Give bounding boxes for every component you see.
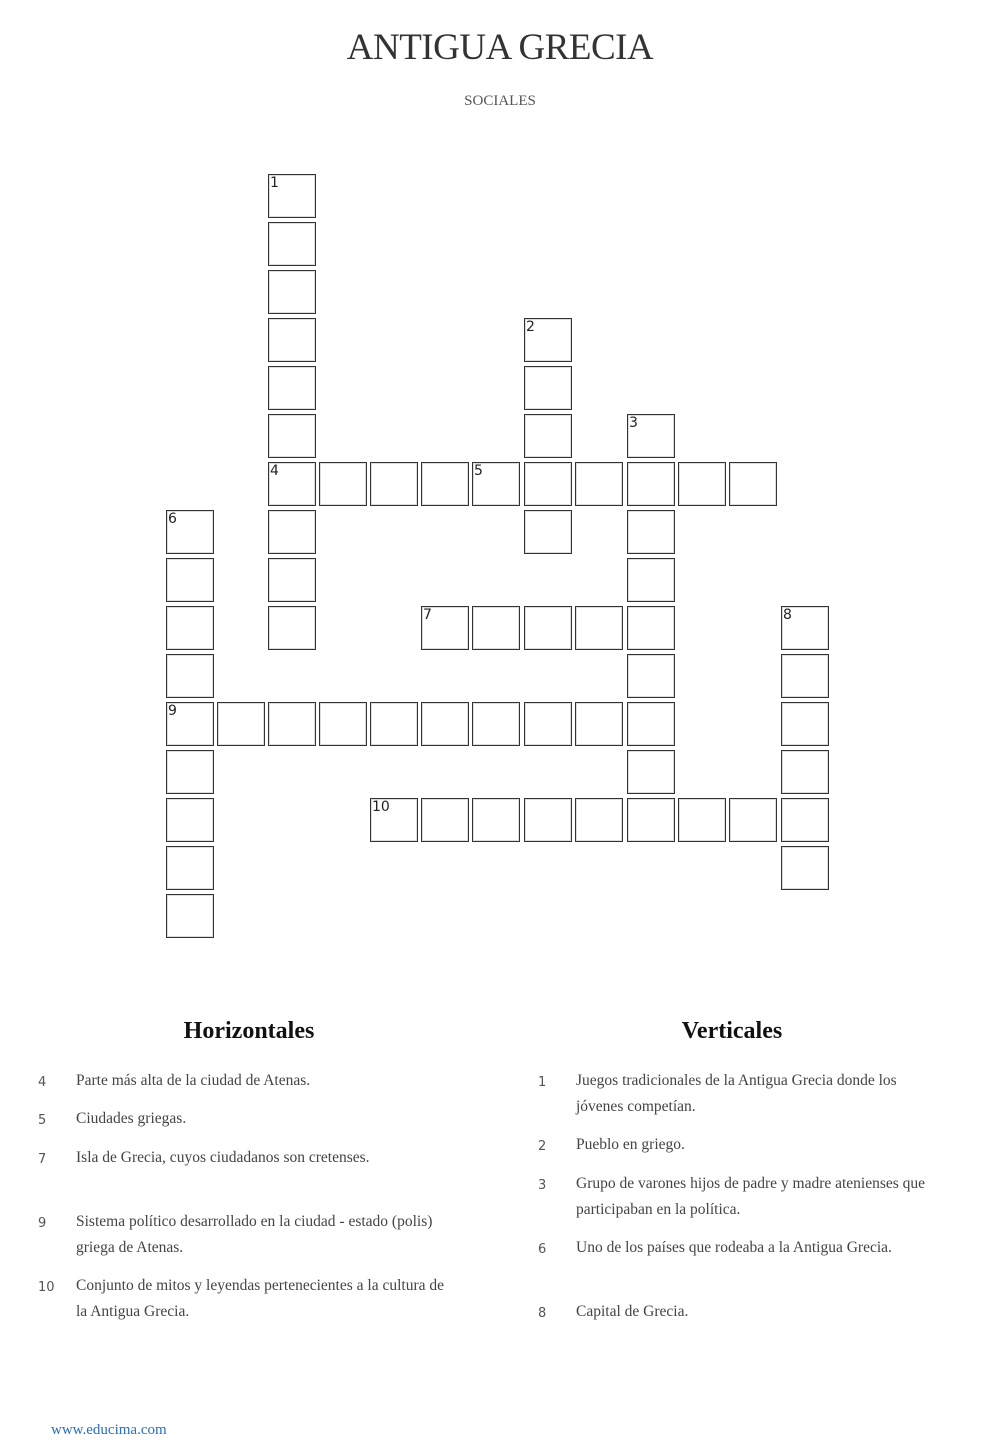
crossword-cell[interactable] [421, 702, 469, 746]
cell-number: 6 [168, 511, 177, 527]
clue-number: 1 [538, 1075, 547, 1090]
crossword-cell[interactable] [575, 702, 623, 746]
page-title: ANTIGUA GRECIA [346, 27, 654, 68]
crossword-cell[interactable] [166, 798, 214, 842]
crossword-cell[interactable] [524, 702, 572, 746]
crossword-cell[interactable] [472, 462, 520, 506]
crossword-cell[interactable] [781, 702, 829, 746]
crossword-cell[interactable] [524, 414, 572, 458]
crossword-cell[interactable] [166, 894, 214, 938]
crossword-cell[interactable] [370, 702, 418, 746]
clue-text: Sistema político desarrollado en la ciudad - estado (polis) griega de Atenas. [76, 1213, 433, 1256]
crossword-cell[interactable] [678, 462, 726, 506]
crossword-cell[interactable] [781, 798, 829, 842]
crossword-cell[interactable] [472, 702, 520, 746]
clue-text: Capital de Grecia. [576, 1303, 689, 1320]
crossword-cell[interactable] [268, 462, 316, 506]
cell-number: 2 [526, 319, 535, 335]
crossword-cell[interactable] [627, 750, 675, 794]
clue-number: 5 [38, 1113, 47, 1128]
crossword-cell[interactable] [627, 606, 675, 650]
crossword-cell[interactable] [268, 174, 316, 218]
clue-text: Isla de Grecia, cuyos ciudadanos son cretenses. [76, 1149, 370, 1166]
crossword-cell[interactable] [268, 606, 316, 650]
crossword-cell[interactable] [166, 654, 214, 698]
crossword-cell[interactable] [627, 558, 675, 602]
crossword-cell[interactable] [166, 606, 214, 650]
crossword-cell[interactable] [268, 318, 316, 362]
crossword-cell[interactable] [524, 366, 572, 410]
cell-number: 9 [168, 703, 177, 719]
crossword-cell[interactable] [268, 366, 316, 410]
clue-number: 3 [538, 1178, 547, 1193]
crossword-cell[interactable] [166, 558, 214, 602]
crossword-cell[interactable] [166, 702, 214, 746]
crossword-cell[interactable] [781, 606, 829, 650]
crossword-cell[interactable] [370, 462, 418, 506]
crossword-cell[interactable] [421, 798, 469, 842]
crossword-cell[interactable] [166, 846, 214, 890]
clue-text: Juegos tradicionales de la Antigua Grecia donde los jóvenes competían. [576, 1072, 897, 1115]
crossword-cell[interactable] [627, 510, 675, 554]
cell-number: 5 [474, 463, 483, 479]
clue-text: Conjunto de mitos y leyendas pertenecientes a la cultura de la Antigua Grecia. [76, 1277, 445, 1320]
crossword-cell[interactable] [781, 750, 829, 794]
crossword-cell[interactable] [781, 846, 829, 890]
crossword-cell[interactable] [268, 558, 316, 602]
cell-number: 1 [270, 175, 279, 191]
crossword-cell[interactable] [472, 798, 520, 842]
clue-text: Uno de los países que rodeaba a la Antigua Grecia. [576, 1239, 892, 1256]
crossword-cell[interactable] [781, 654, 829, 698]
crossword-cell[interactable] [524, 606, 572, 650]
crossword-cell[interactable] [472, 606, 520, 650]
crossword-cell[interactable] [729, 462, 777, 506]
footer-link[interactable]: www.educima.com [51, 1422, 167, 1438]
clue-number: 10 [38, 1280, 55, 1295]
cell-number: 10 [372, 799, 390, 815]
crossword-cell[interactable] [166, 510, 214, 554]
crossword-cell[interactable] [268, 702, 316, 746]
crossword-cell[interactable] [524, 510, 572, 554]
cell-number: 7 [423, 607, 432, 623]
cell-number: 3 [629, 415, 638, 431]
crossword-cell[interactable] [268, 222, 316, 266]
crossword-cell[interactable] [524, 318, 572, 362]
crossword-cell[interactable] [575, 606, 623, 650]
crossword-cell[interactable] [575, 462, 623, 506]
clue-number: 6 [538, 1242, 547, 1257]
crossword-cell[interactable] [524, 462, 572, 506]
crossword-cell[interactable] [729, 798, 777, 842]
crossword-cell[interactable] [627, 798, 675, 842]
across-heading: Horizontales [183, 1018, 315, 1044]
crossword-cell[interactable] [421, 462, 469, 506]
cell-number: 8 [783, 607, 792, 623]
crossword-cell[interactable] [268, 270, 316, 314]
crossword-cell[interactable] [319, 702, 367, 746]
crossword-cell[interactable] [678, 798, 726, 842]
crossword-cell[interactable] [575, 798, 623, 842]
crossword-cell[interactable] [217, 702, 265, 746]
clue-number: 8 [538, 1306, 547, 1321]
cell-number: 4 [270, 463, 279, 479]
clue-number: 7 [38, 1152, 47, 1167]
clue-number: 9 [38, 1216, 47, 1231]
crossword-cell[interactable] [627, 462, 675, 506]
crossword-cell[interactable] [627, 414, 675, 458]
clue-number: 2 [538, 1139, 547, 1154]
clue-text: Pueblo en griego. [576, 1136, 685, 1153]
clue-text: Ciudades griegas. [76, 1110, 187, 1127]
clue-text: Parte más alta de la ciudad de Atenas. [76, 1072, 311, 1089]
crossword-cell[interactable] [627, 702, 675, 746]
crossword-cell[interactable] [166, 750, 214, 794]
clue-number: 4 [38, 1075, 47, 1090]
page-subtitle: SOCIALES [464, 93, 536, 109]
crossword-cell[interactable] [627, 654, 675, 698]
crossword-cell[interactable] [319, 462, 367, 506]
down-heading: Verticales [681, 1018, 783, 1044]
crossword-cell[interactable] [421, 606, 469, 650]
crossword-cell[interactable] [268, 510, 316, 554]
crossword-cell[interactable] [268, 414, 316, 458]
crossword-cell[interactable] [370, 798, 418, 842]
crossword-cell[interactable] [524, 798, 572, 842]
clue-text: Grupo de varones hijos de padre y madre atenienses que participaban en la política. [576, 1175, 926, 1218]
